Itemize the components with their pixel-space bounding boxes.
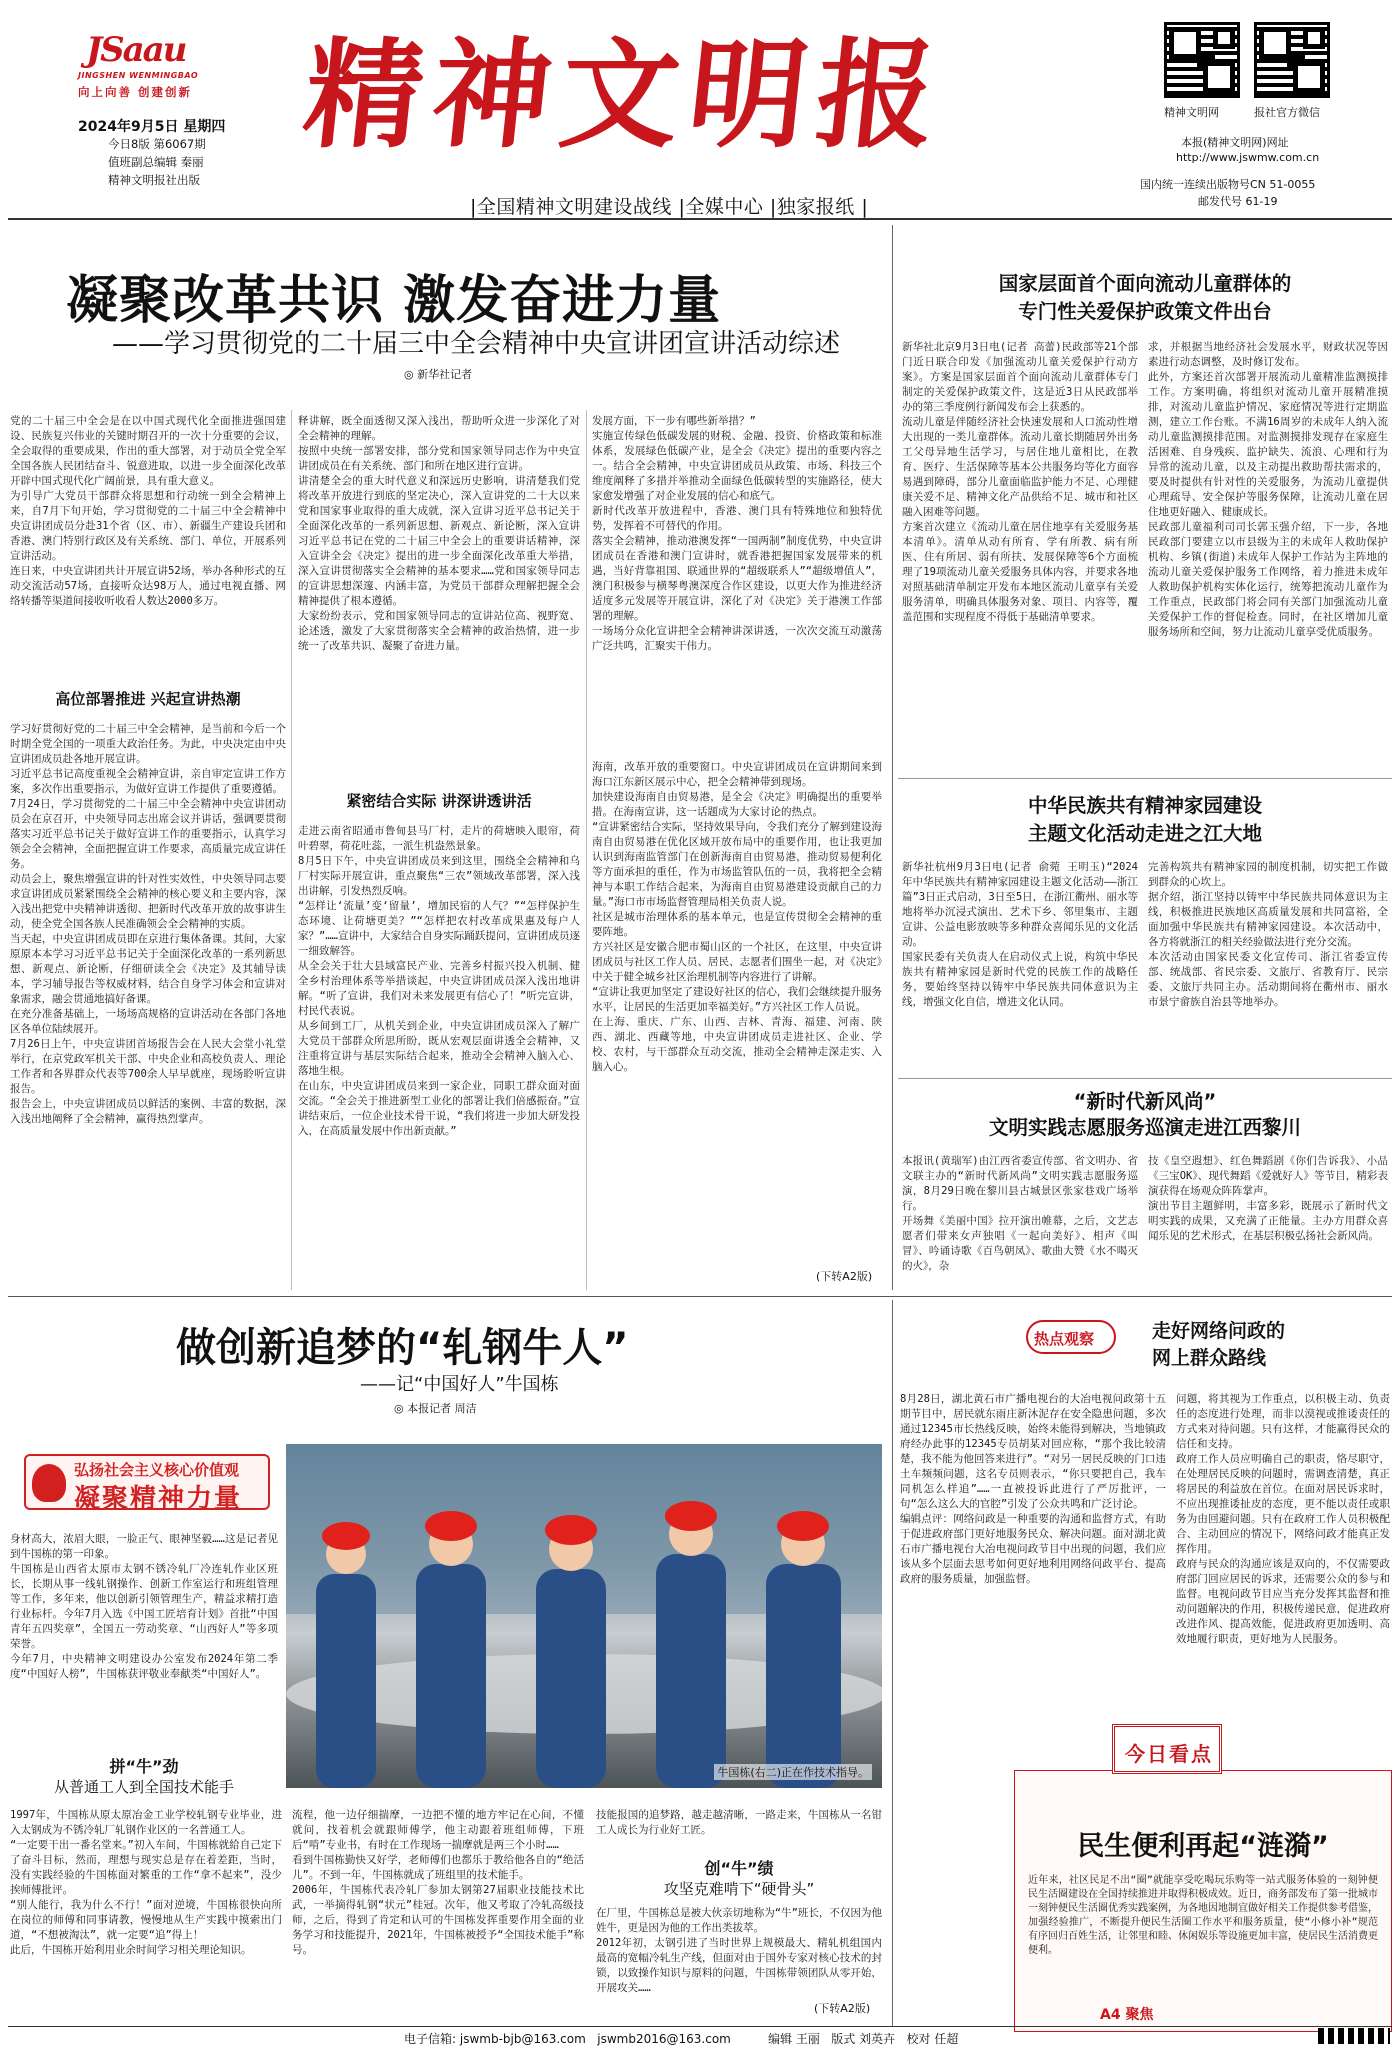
right3-column-1: 本报讯(黄瑞军)由江西省委宣传部、省文明办、省文联主办的“新时代新风尚”文明实践志愿服务巡演，8月29日晚在黎川县古城景区张家巷戏广场举行。 开场舞《美丽中国》拉开演出帷幕，之后，文艺志愿者们带来女声独唱《一起向美好》、相声《叫冒》、吟诵诗歌《百鸟朝凤》、歌曲大赞《水不喝灭的火》，杂 — [902, 1155, 1138, 1272]
lead-column-3b: 海南，改革开放的重要窗口。中央宣讲团成员在宣讲期间来到海口江东新区展示中心，把全会精神带到现场。 加快建设海南自由贸易港，是全会《决定》明确提出的重要举措。在海南宣讲，这一话题成为大家讨论的热点。 “宣讲紧密结合实际，坚持效果导向，令我们充分了解到建设海南自由贸易港在优化区域开放布局中的重要作用，也让我更加认识到海南监管部门在创新海南自由贸易港，推动贸易便利化等方面承担的重任，作为市场监管队伍的一员，我将把全会精神与本职工作结合起来，为海南自由贸易港建设贡献自己的力量。”海口市市场监督管理局相关负责人说。 社区是城市治理体系的基本单元，也是宣传贯彻全会精神的重要阵地。 方兴社区是安徽合肥市蜀山区的一个社区，在这里，中央宣讲团成员与社区工作人员、居民、志愿者们围坐一起，对《决定》中关于健全城乡社区治理机制等内容进行了讲解。 “宣讲让我更加坚定了建设好社区的信心，我们会继续提升服务水平，让居民的生活更加幸福美好。”方兴社区工作人员说。 在上海、重庆、广东、山西、吉林、青海、福建、河南、陕西、湖北、西藏等地，中央宣讲团成员走进社区、企业、学校、农村，与干部群众互动交流，推动全会精神走深走实、入脑入心。 — [592, 761, 882, 1073]
lead-subhead-2: 紧密结合实际 讲深讲透讲活 — [346, 792, 532, 810]
qr-label-wechat: 报社官方微信 — [1254, 106, 1320, 119]
lead-column-3: 发展方面，下一步有哪些新举措？” 实施宣传绿色低碳发展的财税、金融、投资、价格政策和标准体系，发展绿色低碳产业，是全会《决定》提出的重要内容之一。结合全会精神，中央宣讲团成员从政策、市场、科技三个维度阐释了多措并举推动全面绿色低碳转型的实施路径，使大家愈发增强了对企业发展的信心和底气。 新时代改革开放进程中，香港、澳门具有特殊地位和独特优势，发挥着不可替代的作用。 落实全会精神，推动港澳发挥“一国两制”制度优势，中央宣讲团成员在香港和澳门宣讲时，就香港把握国家发展带来的机遇，当好背靠祖国、联通世界的“超级联系人”“超级增值人”，澳门积极参与横琴粤澳深度合作区建设，以更大作为推进经济适度多元发展等开展宣讲，深化了对《决定》关于港澳工作部署的理解。 一场场分众化宣讲把全会精神讲深讲透，一次次交流互动激荡广泛共鸣，汇聚实干伟力。 — [592, 415, 882, 652]
lead-subheadline: ——学习贯彻党的二十届三中全会精神中央宣讲团宣讲活动综述 — [112, 329, 841, 359]
duty-editor: 值班副总编辑 秦丽 — [108, 155, 204, 169]
feature-bottom-col-3: 技能报国的追梦路，越走越清晰，一路走来，牛国栋从一名钳工人成长为行业好工匠。 — [596, 1809, 882, 1836]
workers-illustration — [286, 1444, 882, 1788]
story-divider — [898, 778, 1392, 779]
issue-number: 今日8版 第6067期 — [108, 137, 206, 151]
cn-number: 国内统一连续出版物号CN 51-0055 — [1140, 178, 1316, 191]
logo-small-text: JINGSHEN WENMINGBAO — [78, 71, 199, 80]
today-headline: 民生便利再起“涟漪” — [1077, 1831, 1329, 1862]
qr-code-website — [1164, 22, 1240, 98]
banner-bottom-text: 凝聚精神力量 — [74, 1484, 243, 1514]
right3-column-2: 技《皇空遐想》、红色舞蹈剧《你们告诉我》、小品《三宝OK》、现代舞蹈《爱就好人》等节目，精彩表演获得在场观众阵阵掌声。 演出节目主题鲜明，丰富多彩，既展示了新时代文明实践的成果，又充满了正能量。主办方用群众喜闻乐见的艺术形式，在基层积极弘扬社会新风尚。 — [1148, 1155, 1388, 1242]
section-divider — [892, 225, 893, 1290]
issue-date: 2024年9月5日 星期四 — [78, 119, 226, 135]
lead-column-2b: 走进云南省昭通市鲁甸县马厂村，走片的荷塘映入眼帘，荷叶碧翠，荷花吐蕊，一派生机盎然景象。 8月5日下午，中央宣讲团成员来到这里，围绕全会精神和乌厂村实际开展宣讲，重点聚焦“三农”领域改革部署，深入浅出讲解，引发热烈反响。 “怎样让‘流量’变‘留量’，增加民宿的人气？”“怎样保护生态环境、让荷塘更美？”“怎样把农村改革成果惠及每户人家？”……宣讲中，大家结合自身实际踊跃提问，宣讲团成员逐一细致解答。 从全会关于壮大县域富民产业、完善乡村振兴投入机制、健全乡村治理体系等举措谈起，中央宣讲团成员深入浅出地讲解。“听了宣讲，我们对未来发展更有信心了！”听完宣讲，村民代表说。 从乡间到工厂，从机关到企业，中央宣讲团成员深入了解广大党员干部群众所思所盼，既从宏观层面讲透全会精神，又注重将宣讲与基层实际结合起来，推动全会精神入脑入心、落地生根。 在山东，中央宣讲团成员来到一家企业，同职工群众面对面交流。“全会关于推进新型工业化的部署让我们倍感振奋。”宣讲结束后，一位企业技术骨干说，“我们将进一步加大研发投入，在高质量发展中作出新贡献。” — [298, 825, 580, 1137]
page-corner-mark — [1318, 2028, 1390, 2044]
feature-bottom-col-3b: 在厂里，牛国栋总是被大伙亲切地称为“牛”班长，不仅因为他姓牛，更是因为他的工作出类拔萃。 2012年初，太钢引进了当时世界上规模最大、精轧机组国内最高的宽幅冷轧生产线，但面对由于国外专家对核心技术的封锁，以致操作知识与原料的问题，牛国栋带领团队从零开始，开展攻关…… — [596, 1907, 882, 1994]
hot-headline-line1: 走好网络问政的 — [1152, 1320, 1286, 1342]
right1-headline-line2: 专门性关爱保护政策文件出台 — [1018, 300, 1272, 323]
right1-column-1: 新华社北京9月3日电(记者 高蕾)民政部等21个部门近日联合印发《加强流动儿童关爱保护行动方案》。方案是国家层面首个面向流动儿童群体专门制定的关爱保护政策文件，这是近3日从民政部举办的第三季度例行新闻发布会上获悉的。 流动儿童是伴随经济社会快速发展和人口流动性增大出现的一类儿童群体。流动儿童长期随居外出务工父母异地生活学习，与居住地儿童相比，在教育、医疗、生活保障等基本公共服务均等化方面容易遇到障碍，部分儿童面临监护能力不足、心理健康关爱不足、精神文化产品供给不足、城市和社区融入困难等问题。 方案首次建立《流动儿童在居住地享有关爱服务基本清单》。清单从动有所育、学有所教、病有所医、住有所居、弱有所扶、发展保障等6个方面梳理了19项流动儿童关爱服务具体内容，并要求各地对照基础清单制定开发布本地区流动儿童享有关爱服务清单，明确具体服务对象、项目、内容等，覆盖范围和实现程度不得低于基础清单要求。 — [902, 341, 1138, 623]
banner-top-text: 弘扬社会主义核心价值观 — [74, 1461, 240, 1479]
right1-headline-line1: 国家层面首个面向流动儿童群体的 — [998, 272, 1292, 295]
hot-column-2: 问题，将其视为工作重点，以积极主动、负责任的态度进行处理，而非以漠视或推诿责任的方式来对待问题。只有这样，才能赢得民众的信任和支持。 政府工作人员应明确自己的职责，恪尽职守，在处理居民反映的问题时，需调查清楚，真正将居民的利益放在首位。在面对居民诉求时，不应出现推诿扯皮的态度，更不能以责任或职务为由回避问题。只有在政府工作人员积极配合、主动回应的情况下，网络问政才能真正发挥作用。 政府与民众的沟通应该是双向的，不仅需要政府部门回应居民的诉求，还需要公众的参与和监督。电视问政节目应当充分发挥其监督和推动问题解决的作用，积极传递民意，促进政府改进作风、提高效能，促进政府更加透明、高效地履行职责，更好地为人民服务。 — [1176, 1393, 1390, 1645]
right1-column-2: 求，并根据当地经济社会发展水平，财政状况等因素进行动态调整，及时修订发布。 此外，方案还首次部署开展流动儿童精准监测摸排工作。方案明确，将组织对流动儿童开展精准摸排，对流动儿童监护情况、家庭情况等进行定期监测，建立工作台账。不满16周岁的未成年人纳入流动儿童监测摸排范围。对监测摸排发现存在家庭生活困难、自身残疾、监护缺失、流浪、心理和行为异常的流动儿童，以及主动提出救助帮扶需求的，要及时提供有针对性的关爱服务，为流动儿童提供心理疏导、安全保护等服务保障，让流动儿童在居住地更好融入、健康成长。 民政部儿童福利司司长郭玉强介绍，下一步，各地民政部门要建立以市县级为主的未成年人救助保护机构、乡镇(街道)未成年人保护工作站为主阵地的流动儿童关爱保护服务工作网络，着力推进未成年人救助保护机构实体化运行，统筹把流动儿童作为工作重点，民政部门将会同有关部门加强流动儿童关爱保护工作的督促检查。同时，在社区增加儿童服务场所和空间，努力让流动儿童享受优质服务。 — [1148, 341, 1388, 638]
qr-code-wechat — [1254, 22, 1330, 98]
hot-headline-line2: 网上群众路线 — [1152, 1347, 1267, 1369]
feature-byline: ◎ 本报记者 周洁 — [394, 1402, 477, 1415]
lead-byline: ◎ 新华社记者 — [404, 368, 473, 381]
feature-continue[interactable]: (下转A2版) — [814, 2002, 871, 2015]
feature-left-column: 身材高大，浓眉大眼，一脸正气、眼神坚毅……这是记者见到牛国栋的第一印象。 牛国栋是山西省太原市太钢不锈冷轧厂冷连轧作业区班长，长期从事一线轧钢操作、创新工作室运行和班组管理等工作，多年来，他以创新引领管理生产，精益求精打造行业标杆。今年7月入选《中国工匠培育计划》首批“中国青年五四奖章”，全国五一劳动奖章、“山西好人”等多项荣誉。 今年7月，中央精神文明建设办公室发布2024年第二季度“中国好人榜”，牛国栋获评敬业奉献类“中国好人”。 — [10, 1533, 278, 1680]
feature-subhead-3: 创“牛”绩 — [704, 1859, 774, 1878]
right2-column-2: 完善构筑共有精神家园的制度机制，切实把工作做到群众的心坎上。 据介绍，浙江坚持以铸牢中华民族共同体意识为主线，积极推进民族地区高质量发展和共同富裕，全面加强中华民族共有精神家园建设。本次活动中，各方将就浙江的相关经验做法进行充分交流。 本次活动由国家民委文化宣传司、浙江省委宣传部、统战部、省民宗委、文旅厅、省教育厅、民宗委、文旅厅共同主办。活动期间将在衢州市、丽水市景宁畲族自治县等地举办。 — [1148, 861, 1388, 1008]
section-divider — [8, 1296, 1392, 1297]
masthead-divider — [8, 218, 1392, 220]
logo-letters: JSaau — [86, 30, 186, 70]
newspaper-logo — [86, 30, 216, 72]
right3-headline-line2: 文明实践志愿服务巡演走进江西黎川 — [988, 1116, 1301, 1139]
feature-subhead-1-small: 从普通工人到全国技术能手 — [53, 1778, 234, 1796]
photo-caption: 牛国栋(右二)正在作技术指导。 — [714, 1764, 872, 1780]
today-badge-text: 今日看点 — [1125, 1742, 1213, 1766]
lead-subhead-1: 高位部署推进 兴起宣讲热潮 — [55, 690, 241, 708]
masthead-tagline: |全国精神文明建设战线 |全媒中心 |独家报纸 | — [470, 196, 869, 218]
footer-email: 电子信箱: jswmb-bjb@163.com jswmb2016@163.com — [404, 2032, 731, 2046]
feature-photo — [286, 1444, 882, 1788]
feature-subhead-3-small: 攻坚克难啃下“硬骨头” — [663, 1880, 815, 1898]
site-url[interactable]: http://www.jswmw.com.cn — [1176, 151, 1320, 164]
right2-column-1: 新华社杭州9月3日电(记者 俞菀 王明玉)“2024年中华民族共有精神家园建设主题文化活动——浙江篇”3日正式启动，3日至5日，在浙江衢州、丽水等地将举办沉浸式演出、艺术下乡、邻里集市、主题宣讲、公益电影放映等多种群众喜闻乐见的文化活动。 国家民委有关负责人在启动仪式上说，构筑中华民族共有精神家园是新时代党的民族工作的战略任务，要始终坚持以铸牢中华民族共同体意识为主线，增强文化自信，增进文化认同。 — [902, 861, 1138, 1008]
slogan: 向上向善 创建创新 — [78, 85, 193, 99]
footer-editors: 编辑 王丽 版式 刘英卉 校对 任超 — [768, 2032, 959, 2046]
story-divider — [898, 1078, 1392, 1079]
feature-bottom-col-2: 流程，他一边仔细揣摩，一边把不懂的地方牢记在心间，不懂就问，找着机会就跟师傅学，他主动跟着班组师傅，下班后“啃”专业书，有时在工作现场一揣摩就是两三个小时…… 看到牛国栋勤快又好学，老师傅们也都乐于教给他各自的“绝活儿”。不到一年，牛国栋就成了班组里的技术能手。 2006年，牛国栋代表冷轧厂参加太钢第27届职业技能技术比武，一举摘得轧钢“状元”桂冠。次年，他又考取了冷轧高级技师，之后，得到了肯定和认可的牛国栋发挥重要作用全面的业务学习和技能提升，2021年，牛国栋被授予“全国技术能手”称号。 — [292, 1809, 584, 1956]
right2-headline-line1: 中华民族共有精神家园建设 — [1027, 794, 1262, 817]
column-divider — [586, 410, 587, 1290]
today-body: 近年来，社区民足不出“圈”就能享受吃喝玩乐购等一站式服务体验的一刻钟便民生活圈建设在全国持续推进并取得积极成效。近日，商务部发布了第一批城市一刻钟便民生活圈优秀实践案例，为各地因地制宜做好相关工作提供参考借鉴，加强经验推广，不断提升便民生活圈工作水平和服务质量，使“小修小补”规范有序回归百姓生活，让邻里和睦、休闲娱乐等设施更加丰富，使居民生活消费更便利。 — [1028, 1875, 1378, 1956]
section-divider — [892, 1300, 893, 2026]
lead-column-1: 党的二十届三中全会是在以中国式现代化全面推进强国建设、民族复兴伟业的关键时期召开的一次十分重要的会议，全会取得的重要成果，作出的重大部署，对于动员全党全军全国各族人民团结奋斗、锐意进取，以进一步全面深化改革开辟中国式现代化广阔前景，具有重大意义。 为引导广大党员干部群众将思想和行动统一到全会精神上来，自7月下旬开始，学习贯彻党的二十届三中全会精神中央宣讲团成员分赴31个省（区、市）、新疆生产建设兵团和香港、澳门特别行政区及有关系统、部门、单位，开展系列宣讲活动。 连日来，中央宣讲团共计开展宣讲52场，举办各种形式的互动交流活动57场，直接听众达98万人，通过电视直播、网络转播等渠道间接收听收看人数达2000多万。 — [10, 415, 286, 607]
hot-badge — [1026, 1320, 1116, 1354]
postal-code: 邮发代号 61-19 — [1198, 195, 1278, 208]
site-label: 本报(精神文明网)网址 — [1181, 136, 1289, 149]
feature-bottom-col-1: 1997年，牛国栋从原太原冶金工业学校轧钢专业毕业，进入太钢成为不锈冷轧厂轧钢作业区的一名普通工人。 “一定要干出一番名堂来。”初入车间，牛国栋就給自己定下了奋斗目标，然而，理想与现实总是存在着差距，当时，没有实践经验的牛国栋面对繁重的工作“拿不起来”，没少挨师傅批评。 “别人能行，我为什么不行！”面对逆境，牛国栋很快向所在岗位的师傅和同事请教，慢慢地从生产实践中摸索出门道，“不想被淘汰”，就一定要“追”得上！ 此后，牛国栋开始利用业余时间学习相关理论知识。 — [10, 1809, 282, 1956]
feature-subhead-1: 拼“牛”劲 — [109, 1757, 179, 1776]
lead-column-2: 释讲解，既全面透彻又深入浅出，帮助听众进一步深化了对全会精神的理解。 按照中央统一部署安排，部分党和国家领导同志作为中央宣讲团成员在有关系统、部门和所在地区进行宣讲。 讲清楚全会的重大时代意义和深远历史影响，讲清楚我们党将改革开放进行到底的坚定决心，深入宣讲党的二十大以来党和国家事业取得的重大成就，深入宣讲习近平总书记关于全面深化改革的一系列新思想、新观点、新论断，深入宣讲习近平总书记在党的二十届三中全会上的重要讲话精神，深入宣讲全会《决定》提出的进一步全面深化改革重大举措，深入宣讲贯彻落实全会精神的基本要求……党和国家领导同志的宣讲思想深邃、内涵丰富，为党员干部群众理解把握全会精神提供了根本遵循。 大家纷纷表示，党和国家领导同志的宣讲站位高、视野宽、论述透，激发了大家贯彻落实全会精神的政治热情，进一步统一了改革共识、凝聚了奋进力量。 — [298, 415, 580, 652]
hot-badge-text: 热点观察 — [1034, 1330, 1095, 1348]
column-divider — [291, 410, 292, 1290]
lead-continue[interactable]: (下转A2版) — [816, 1270, 873, 1283]
feature-headline: 做创新追梦的“轧钢牛人” — [176, 1325, 629, 1371]
newspaper-title: 精神文明报 — [297, 25, 953, 164]
right2-headline-line2: 主题文化活动走进之江大地 — [1027, 822, 1262, 845]
banner-flame-icon — [32, 1464, 66, 1502]
today-page-ref[interactable]: A4 聚焦 — [1100, 2007, 1154, 2023]
values-banner — [24, 1454, 270, 1514]
lead-column-1b: 学习好贯彻好党的二十届三中全会精神，是当前和今后一个时期全党全国的一项重大政治任务。为此，中央决定由中央宣讲团成员赴各地开展宣讲。 习近平总书记高度重视全会精神宣讲，亲自审定宣讲工作方案，多次作出重要指示，为做好宣讲工作提供了重要遵循。 7月24日，学习贯彻党的二十届三中全会精神中央宣讲团动员会在京召开，中央领导同志出席会议并讲话，强调要贯彻落实习近平总书记关于做好宣讲工作的重要指示，认真学习领会全会精神，全面把握宣讲工作要求，高质量完成宣讲任务。 动员会上，聚焦增强宣讲的针对性实效性，中央领导同志要求宣讲团成员紧紧围绕全会精神的核心要义和主要内容，深入浅出把党中央精神讲透彻、把新时代改革开放的故事讲生动，使全党全国各族人民准确领会全会精神的实质。 当天起，中央宣讲团成员即在京进行集体备课。其间，大家原原本本学习习近平总书记关于全面深化改革的一系列新思想、新观点、新论断，仔细研读全会《决定》及其辅导读本，学习辅导报告等权威材料，结合自身学习体会和宣讲对象需求，融会贯通地搞好备课。 在充分准备基础上，一场场高规格的宣讲活动在各部门各地区各单位陆续展开。 7月26日上午，中央宣讲团首场报告会在人民大会堂小礼堂举行，在京党政军机关干部、中央企业和高校负责人、理论工作者和各界群众代表等700余人早早就座，现场聆听宣讲报告。 报告会上，中央宣讲团成员以鲜活的案例、丰富的数据，深入浅出地阐释了全会精神，赢得热烈掌声。 — [10, 723, 286, 1125]
footer-divider — [8, 2026, 1392, 2027]
qr-label-website: 精神文明网 — [1164, 106, 1219, 119]
lead-headline: 凝聚改革共识 激发奋进力量 — [66, 271, 722, 331]
today-badge — [1112, 1724, 1222, 1774]
hot-column-1: 8月28日，湖北黄石市广播电视台的大冶电视问政第十五期节目中，居民就东雨庄新沐泥存在安全隐患问题，多次通过12345市长热线反映，始终未能得到解决，当地镇政府经办此事的12345专员胡某对回应称，“那个我比较清楚，我不能为他回答来进行”。“对另一居民反映的门口违土车频频问题，这名专员则表示，“你只要把自己，我车同机怎么样追”……一直被投诉此进行了严厉批评，一句“怎么这么大的官腔”引发了公众共鸣和广泛讨论。 编辑点评：网络问政是一种重要的沟通和监督方式，有助于促进政府部门更好地服务民众、解决问题。面对湖北黄石市广播电视台大冶电视问政节目中出现的问题，我们应该从多个层面去思考如何更好地利用网络问政平台、提高政府的服务质量，加强监督。 — [900, 1393, 1166, 1585]
right3-headline-line1: “新时代新风尚” — [1073, 1090, 1217, 1113]
feature-subheadline: ——记“中国好人”牛国栋 — [360, 1374, 559, 1395]
publisher: 精神文明报社出版 — [108, 173, 200, 187]
